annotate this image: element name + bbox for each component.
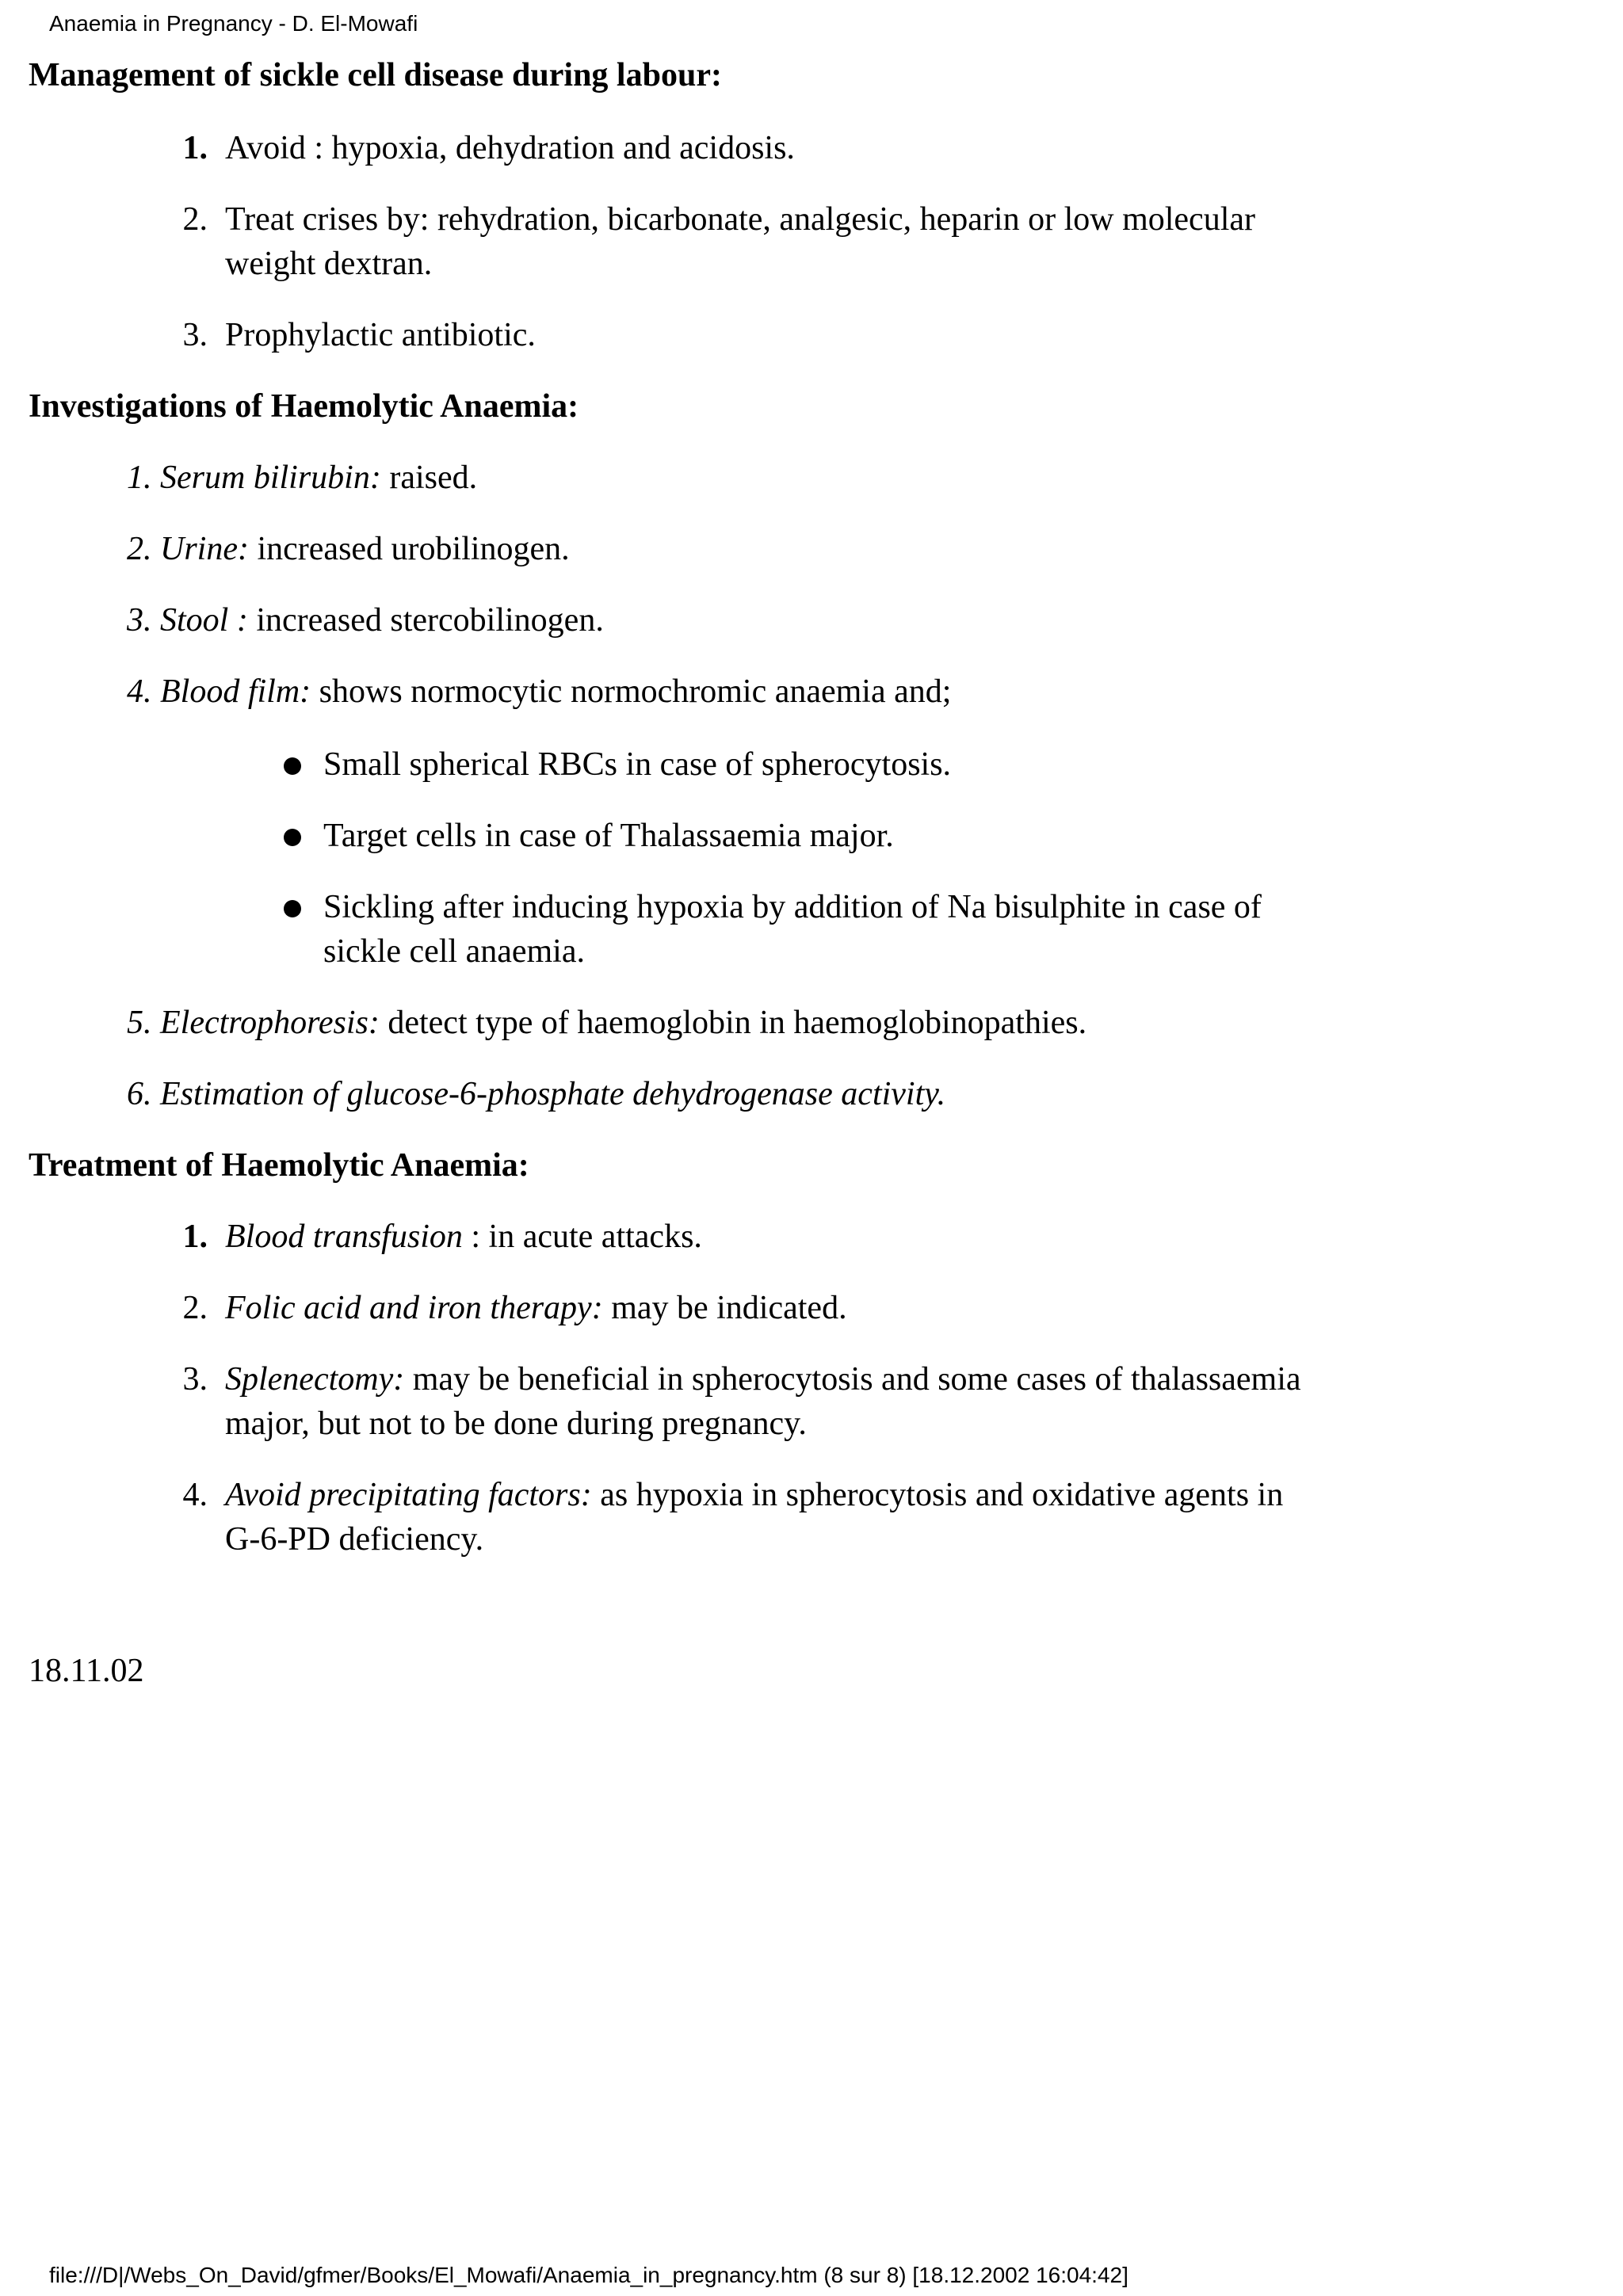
bullet-item: Sickling after inducing hypoxia by addition of Na bisulphite in case of xyxy=(323,889,1262,925)
document-date: 18.11.02 xyxy=(29,1653,144,1689)
list-number: 2. xyxy=(182,1290,208,1326)
bullet-item: Small spherical RBCs in case of spherocytosis. xyxy=(323,746,952,783)
list-item-text xyxy=(225,1474,1283,1517)
item-label: Avoid precipitating factors: xyxy=(225,1477,592,1513)
list-item-text: Prophylactic antibiotic. xyxy=(225,317,536,353)
list-number: 3. xyxy=(182,1361,208,1398)
list-item-text xyxy=(225,1215,702,1259)
list-number: 2. xyxy=(182,201,208,238)
list-item-text: G-6-PD deficiency. xyxy=(225,1521,484,1558)
item-label: 4. Blood film: xyxy=(127,673,311,710)
heading-investigations: Investigations of Haemolytic Anaemia: xyxy=(29,388,579,425)
heading-sickle-labour: Management of sickle cell disease during labour: xyxy=(29,57,722,93)
item-text: raised. xyxy=(380,460,478,496)
list-item-text xyxy=(225,1358,1301,1402)
item-label: Blood transfusion xyxy=(225,1219,463,1255)
item-text: : in acute attacks. xyxy=(462,1219,702,1255)
item-label: 2. Urine: xyxy=(127,531,249,567)
item-label: Folic acid and iron therapy: xyxy=(225,1290,603,1326)
page-footer: file:///D|/Webs_On_David/gfmer/Books/El_Mowafi/Anaemia_in_pregnancy.htm (8 sur 8) [18.12.2002 16:04:42] xyxy=(49,2263,1128,2287)
bullet-item: Target cells in case of Thalassaemia major. xyxy=(323,818,894,854)
list-item xyxy=(127,1073,945,1116)
list-item xyxy=(127,670,951,714)
list-item xyxy=(127,456,477,500)
item-label: 5. Electrophoresis: xyxy=(127,1005,380,1041)
item-text: shows normocytic normochromic anaemia and; xyxy=(311,673,952,710)
list-item xyxy=(127,1001,1086,1045)
item-label: 6. Estimation of glucose-6-phosphate dehydrogenase activity. xyxy=(127,1076,946,1112)
list-item-text: major, but not to be done during pregnancy. xyxy=(225,1405,807,1442)
bullet-item: sickle cell anaemia. xyxy=(323,933,585,970)
list-item-text xyxy=(225,1287,847,1330)
list-item-text: Treat crises by: rehydration, bicarbonate, analgesic, heparin or low molecular xyxy=(225,201,1255,238)
item-text: increased urobilinogen. xyxy=(248,531,570,567)
item-text: as hypoxia in spherocytosis and oxidative agents in xyxy=(591,1477,1284,1513)
list-item xyxy=(127,599,604,643)
list-number: 3. xyxy=(182,317,208,353)
item-text: may be beneficial in spherocytosis and some cases of thalassaemia xyxy=(404,1361,1301,1398)
list-item-text: Avoid : hypoxia, dehydration and acidosis. xyxy=(225,130,795,166)
list-number: 4. xyxy=(182,1477,208,1513)
list-number: 1. xyxy=(182,1219,208,1255)
list-number: 1. xyxy=(182,130,208,166)
item-label: Splenectomy: xyxy=(225,1361,405,1398)
page-header: Anaemia in Pregnancy - D. El-Mowafi xyxy=(49,11,418,36)
item-text: increased stercobilinogen. xyxy=(247,602,604,639)
list-item-text: weight dextran. xyxy=(225,246,433,282)
item-text: may be indicated. xyxy=(602,1290,847,1326)
bullet-icon xyxy=(284,829,301,846)
list-item xyxy=(127,528,570,571)
item-label: 1. Serum bilirubin: xyxy=(127,460,381,496)
heading-treatment: Treatment of Haemolytic Anaemia: xyxy=(29,1147,529,1184)
bullet-icon xyxy=(284,757,301,775)
bullet-icon xyxy=(284,900,301,917)
item-text: detect type of haemoglobin in haemoglobinopathies. xyxy=(379,1005,1087,1041)
item-label: 3. Stool : xyxy=(127,602,248,639)
